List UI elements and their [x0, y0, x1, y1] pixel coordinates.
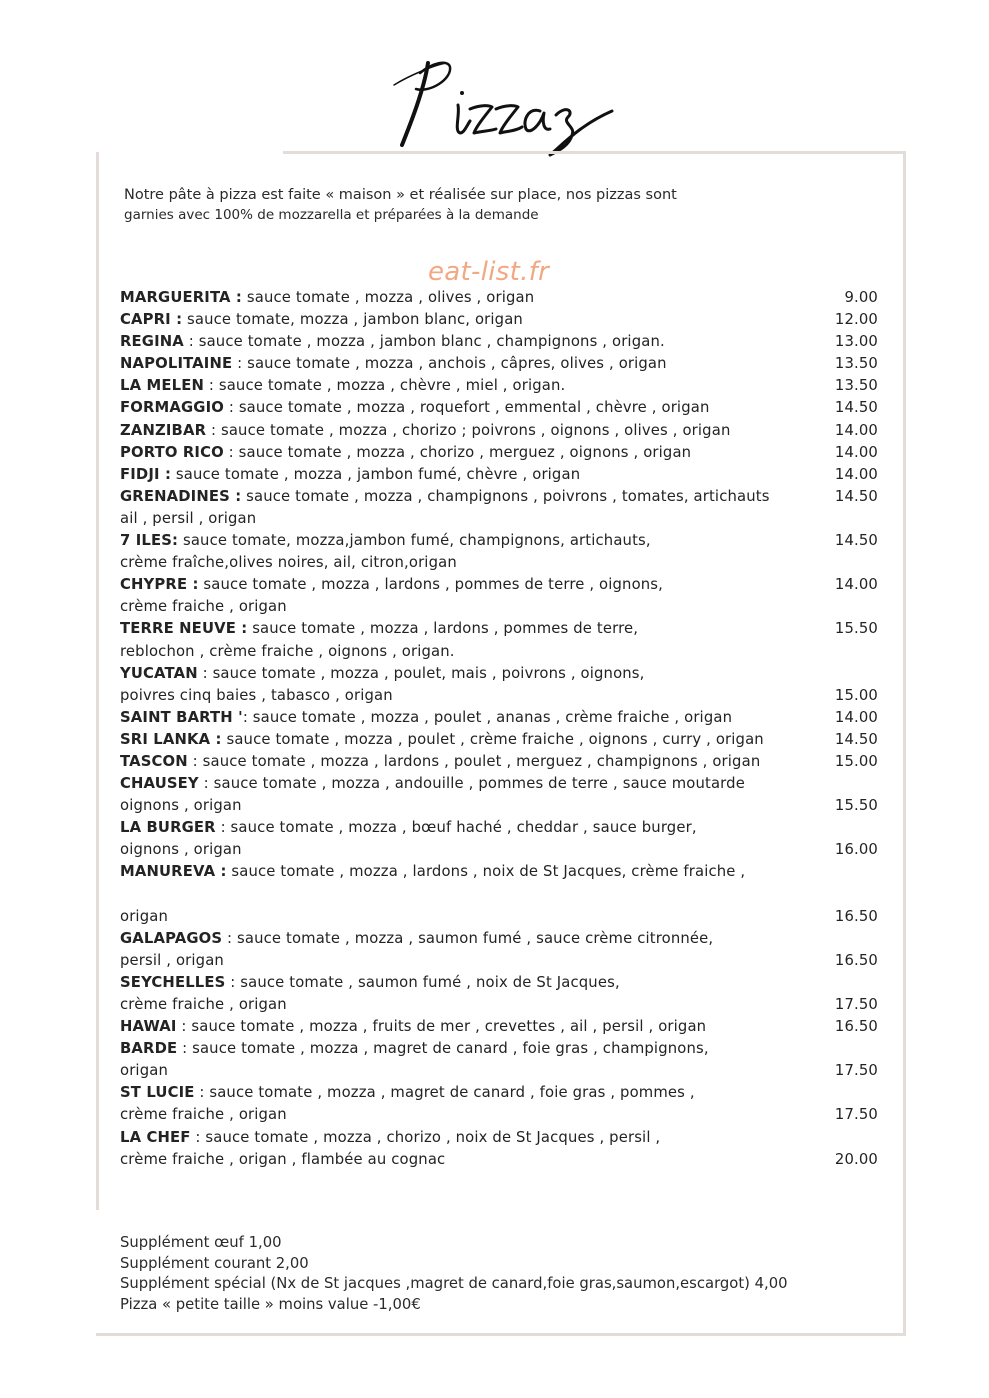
menu-item-line	[120, 795, 890, 817]
menu-item-ingredients: : sauce tomate , mozza , bœuf haché , cheddar , sauce burger,	[215, 819, 697, 837]
menu-item	[120, 331, 890, 353]
menu-item-ingredients: sauce tomate , mozza , jambon fumé, chèvre , origan	[171, 465, 581, 483]
menu-item-price: 16.50	[834, 907, 878, 925]
menu-item-line	[120, 729, 890, 751]
menu-item-ingredients: : sauce tomate , mozza , anchois , câpres, olives , origan	[232, 355, 667, 373]
menu-item-description	[120, 464, 818, 486]
menu-item-description	[120, 574, 818, 596]
menu-item	[120, 817, 890, 861]
menu-item-ingredients: origan	[120, 907, 168, 925]
menu-item-description	[120, 1082, 818, 1104]
menu-item	[120, 375, 890, 397]
menu-item-description	[120, 397, 818, 419]
menu-item-price: 13.00	[834, 333, 878, 351]
menu-item-name: FORMAGGIO	[120, 399, 224, 417]
menu-item-description	[120, 729, 818, 751]
menu-item-ingredients: sauce tomate, mozza,jambon fumé, champignons, artichauts,	[178, 532, 651, 550]
script-title-logo	[380, 45, 640, 160]
menu-item-description	[120, 596, 818, 618]
menu-item	[120, 464, 890, 486]
supplement-item: Supplément spécial (Nx de St jacques ,magret de canard,foie gras,saumon,escargot) 4,00	[120, 1275, 788, 1293]
menu-item-line	[120, 685, 890, 707]
menu-item-name: LA BURGER	[120, 819, 216, 837]
menu-item-line	[120, 530, 890, 552]
menu-item	[120, 1016, 890, 1038]
menu-item-price: 17.50	[834, 1106, 878, 1124]
menu-item	[120, 397, 890, 419]
menu-item-ingredients: : sauce tomate , mozza , poulet, mais , poivrons , oignons,	[197, 664, 645, 682]
menu-item-line	[120, 397, 890, 419]
menu-item-description	[120, 530, 818, 552]
menu-item-name: ST LUCIE	[120, 1084, 195, 1102]
menu-item-ingredients: sauce tomate , mozza , lardons , pommes de terre,	[247, 620, 639, 638]
menu-item-name: TASCON	[120, 752, 188, 770]
menu-item-line	[120, 596, 890, 618]
menu-item-ingredients: reblochon , crème fraiche , oignons , origan.	[120, 642, 455, 660]
menu-item-name: LA CHEF	[120, 1128, 191, 1146]
menu-item-line	[120, 839, 890, 861]
menu-item-price: 12.00	[834, 311, 878, 329]
menu-item-ingredients: sauce tomate , mozza , poulet , crème fraiche , oignons , curry , origan	[221, 730, 764, 748]
menu-item-line	[120, 751, 890, 773]
menu-item-ingredients: : sauce tomate , mozza , chorizo ; poivrons , oignons , olives , origan	[206, 421, 731, 439]
menu-item-name: CAPRI :	[120, 311, 183, 329]
menu-item-description	[120, 1016, 818, 1038]
menu-item-description	[120, 508, 818, 530]
menu-item-description	[120, 309, 818, 331]
menu-item	[120, 287, 890, 309]
menu-item-description	[120, 353, 818, 375]
menu-item-line	[120, 442, 890, 464]
menu-item-line	[120, 884, 890, 906]
menu-item-line	[120, 353, 890, 375]
menu-item-line	[120, 1060, 890, 1082]
menu-item	[120, 1127, 890, 1171]
intro-text	[124, 185, 824, 225]
menu-item	[120, 420, 890, 442]
menu-item	[120, 972, 890, 1016]
menu-item-price: 13.50	[834, 355, 878, 373]
menu-item-line	[120, 707, 890, 729]
menu-item-ingredients: oignons , origan	[120, 841, 242, 859]
menu-item	[120, 861, 890, 927]
menu-item-description	[120, 972, 818, 994]
menu-item-line	[120, 552, 890, 574]
menu-item-name: REGINA	[120, 333, 184, 351]
menu-item-ingredients: ail , persil , origan	[120, 509, 257, 527]
menu-item-price: 14.50	[834, 730, 878, 748]
frame-right-border	[903, 151, 906, 1335]
menu-item-description	[120, 861, 818, 883]
frame-top-border	[283, 151, 905, 154]
menu-item-ingredients: oignons , origan	[120, 797, 242, 815]
menu-item-ingredients: : sauce tomate , mozza , fruits de mer , crevettes , ail , persil , origan	[176, 1018, 707, 1036]
menu-item-name: TERRE NEUVE :	[120, 620, 248, 638]
menu-item-description	[120, 287, 818, 309]
menu-item-ingredients: sauce tomate , mozza , olives , origan	[242, 289, 535, 306]
menu-item-price: 15.00	[834, 752, 878, 770]
menu-item-ingredients: crème fraiche , origan , flambée au cognac	[120, 1150, 446, 1168]
menu-item-ingredients: crème fraiche , origan	[120, 598, 287, 616]
menu-item-name: SEYCHELLES	[120, 973, 226, 991]
menu-item-name: CHYPRE :	[120, 576, 199, 594]
menu-item-name: ZANZIBAR	[120, 421, 207, 439]
menu-item-ingredients: sauce tomate, mozza , jambon blanc, origan	[182, 311, 523, 329]
menu-item-ingredients: : sauce tomate , mozza , roquefort , emmental , chèvre , origan	[223, 399, 710, 417]
menu-item-price: 15.50	[834, 797, 878, 815]
menu-item-ingredients: sauce tomate , mozza , lardons , pommes de terre , oignons,	[198, 576, 664, 594]
menu-item-line	[120, 663, 890, 685]
menu-item-ingredients: poivres cinq baies , tabasco , origan	[120, 686, 393, 704]
menu-item	[120, 530, 890, 574]
menu-item-price: 16.50	[834, 1018, 878, 1036]
menu-item-description	[120, 1127, 818, 1149]
menu-item-description	[120, 950, 818, 972]
menu-item-price: 13.50	[834, 377, 878, 395]
menu-item-price: 16.00	[834, 841, 878, 859]
menu-item-name: SRI LANKA :	[120, 730, 222, 748]
menu-item-description	[120, 906, 818, 928]
menu-item	[120, 353, 890, 375]
menu-item-name: PORTO RICO	[120, 443, 224, 461]
menu-item-line	[120, 486, 890, 508]
menu-item-price: 14.00	[834, 576, 878, 594]
menu-item-ingredients: : sauce tomate , mozza , saumon fumé , sauce crème citronnée,	[222, 929, 714, 947]
menu-item-line	[120, 773, 890, 795]
menu-item-price: 20.00	[834, 1150, 878, 1168]
menu-item-name: HAWAI	[120, 1018, 177, 1036]
menu-item-description	[120, 1060, 818, 1082]
menu-item-price: 15.50	[834, 620, 878, 638]
frame-bottom-border	[96, 1333, 906, 1336]
menu-item	[120, 574, 890, 618]
menu-item-line	[120, 1127, 890, 1149]
menu-item-line	[120, 420, 890, 442]
supplement-item: Supplément courant 2,00	[120, 1254, 309, 1272]
menu-item-line	[120, 464, 890, 486]
menu-item-ingredients: sauce tomate , mozza , lardons , noix de St Jacques, crème fraiche ,	[226, 863, 746, 881]
menu-item	[120, 707, 890, 729]
menu-item-ingredients: crème fraiche , origan	[120, 996, 287, 1013]
menu-item-price: 14.50	[834, 399, 878, 417]
menu-item-line	[120, 861, 890, 883]
menu-item-name: MANUREVA :	[120, 863, 227, 881]
menu-item-ingredients: : sauce tomate , mozza , chorizo , noix de St Jacques , persil ,	[190, 1128, 661, 1146]
menu-item-ingredients: origan	[120, 1062, 168, 1080]
menu-item-name: LA MELEN	[120, 377, 204, 395]
menu-item-ingredients: : sauce tomate , mozza , andouille , pommes de terre , sauce moutarde	[198, 775, 745, 793]
menu-item-description	[120, 618, 818, 640]
menu-item-line	[120, 309, 890, 331]
menu-item-line	[120, 641, 890, 663]
menu-item-line	[120, 287, 890, 309]
menu-item-description	[120, 1104, 818, 1126]
menu-item-line	[120, 1104, 890, 1126]
menu-item-description	[120, 994, 818, 1016]
menu-item-name: SAINT BARTH '	[120, 708, 243, 726]
menu-item	[120, 1038, 890, 1082]
menu-item-name: NAPOLITAINE	[120, 355, 233, 373]
menu-item-ingredients: : sauce tomate , mozza , jambon blanc , champignons , origan.	[183, 333, 665, 351]
menu-item-description	[120, 663, 818, 685]
menu-item-description	[120, 1038, 818, 1060]
menu-item-line	[120, 331, 890, 353]
menu-item-name: BARDE	[120, 1040, 178, 1058]
menu-item-ingredients: sauce tomate , mozza , champignons , poivrons , tomates, artichauts	[241, 487, 770, 505]
menu-item-description	[120, 751, 818, 773]
menu-item-description	[120, 375, 818, 397]
menu-item	[120, 309, 890, 331]
menu-item-description	[120, 420, 818, 442]
menu-item-price: 14.50	[834, 532, 878, 550]
menu-item-price: 16.50	[834, 951, 878, 969]
pizza-menu-list	[120, 287, 890, 1171]
menu-item	[120, 1082, 890, 1126]
menu-item-line	[120, 1016, 890, 1038]
menu-item-description	[120, 707, 818, 729]
menu-item-name: FIDJI :	[120, 465, 172, 483]
menu-item-line	[120, 906, 890, 928]
page-title	[380, 45, 640, 160]
menu-item	[120, 928, 890, 972]
menu-item-name: YUCATAN	[120, 664, 198, 682]
menu-item-price: 14.50	[834, 487, 878, 505]
menu-item-line	[120, 972, 890, 994]
menu-item-ingredients: persil , origan	[120, 951, 224, 969]
menu-item	[120, 486, 890, 530]
menu-item-ingredients: : sauce tomate , mozza , magret de canard , foie gras , pommes ,	[194, 1084, 695, 1102]
intro-line-1: Notre pâte à pizza est faite « maison » et réalisée sur place, nos pizzas sont	[124, 187, 677, 203]
menu-item	[120, 442, 890, 464]
menu-item-line	[120, 574, 890, 596]
menu-item-ingredients: : sauce tomate , mozza , poulet , ananas , crème fraiche , origan	[242, 708, 733, 726]
frame-left-border	[96, 152, 99, 1210]
supplements-list	[120, 1233, 880, 1315]
menu-item-description	[120, 486, 818, 508]
menu-item-line	[120, 994, 890, 1016]
menu-item-description	[120, 817, 818, 839]
menu-item-name: CHAUSEY	[120, 775, 199, 793]
menu-item-description	[120, 552, 818, 574]
menu-item-price: 9.00	[844, 289, 878, 306]
supplement-item: Supplément œuf 1,00	[120, 1234, 282, 1251]
menu-item-description	[120, 773, 818, 795]
menu-item-line	[120, 618, 890, 640]
menu-item-description	[120, 795, 818, 817]
menu-item-name: GRENADINES :	[120, 487, 242, 505]
menu-item-description	[120, 1149, 818, 1171]
watermark: eat-list.fr	[428, 257, 550, 287]
menu-item-price: 17.50	[834, 996, 878, 1013]
menu-item-ingredients: crème fraiche , origan	[120, 1106, 287, 1124]
menu-item-price: 14.00	[834, 708, 878, 726]
menu-item-ingredients: : sauce tomate , mozza , chèvre , miel , origan.	[204, 377, 566, 395]
menu-item-price: 14.00	[834, 443, 878, 461]
menu-item-line	[120, 375, 890, 397]
menu-item-ingredients: : sauce tomate , mozza , lardons , poulet , merguez , champignons , origan	[187, 752, 761, 770]
menu-item-ingredients: : sauce tomate , mozza , chorizo , merguez , oignons , origan	[223, 443, 692, 461]
menu-item	[120, 618, 890, 662]
menu-item-description	[120, 839, 818, 861]
menu-item-line	[120, 1082, 890, 1104]
menu-item-line	[120, 817, 890, 839]
intro-line-2: garnies avec 100% de mozzarella et préparées à la demande	[124, 207, 539, 223]
menu-item-price: 15.00	[834, 686, 878, 704]
menu-item-description	[120, 442, 818, 464]
menu-item-line	[120, 950, 890, 972]
menu-item-line	[120, 508, 890, 530]
menu-item-line	[120, 1038, 890, 1060]
menu-item	[120, 773, 890, 817]
menu-item-description	[120, 331, 818, 353]
menu-item-name: 7 ILES:	[120, 532, 179, 550]
menu-item-description	[120, 928, 818, 950]
menu-item-price: 14.00	[834, 421, 878, 439]
menu-item-price: 17.50	[834, 1062, 878, 1080]
menu-item	[120, 729, 890, 751]
menu-item-description	[120, 641, 818, 663]
menu-item-line	[120, 928, 890, 950]
menu-item-name: GALAPAGOS	[120, 929, 223, 947]
menu-item-ingredients: : sauce tomate , mozza , magret de canard , foie gras , champignons,	[177, 1040, 709, 1058]
menu-item-price: 14.00	[834, 465, 878, 483]
menu-item-ingredients: crème fraîche,olives noires, ail, citron,origan	[120, 554, 457, 572]
menu-item-line	[120, 1149, 890, 1171]
menu-item	[120, 751, 890, 773]
supplement-item: Pizza « petite taille » moins value -1,00€	[120, 1295, 421, 1313]
menu-item-description	[120, 685, 818, 707]
menu-item-name: MARGUERITA :	[120, 289, 243, 306]
menu-item	[120, 663, 890, 707]
menu-item-ingredients: : sauce tomate , saumon fumé , noix de St Jacques,	[225, 973, 620, 991]
